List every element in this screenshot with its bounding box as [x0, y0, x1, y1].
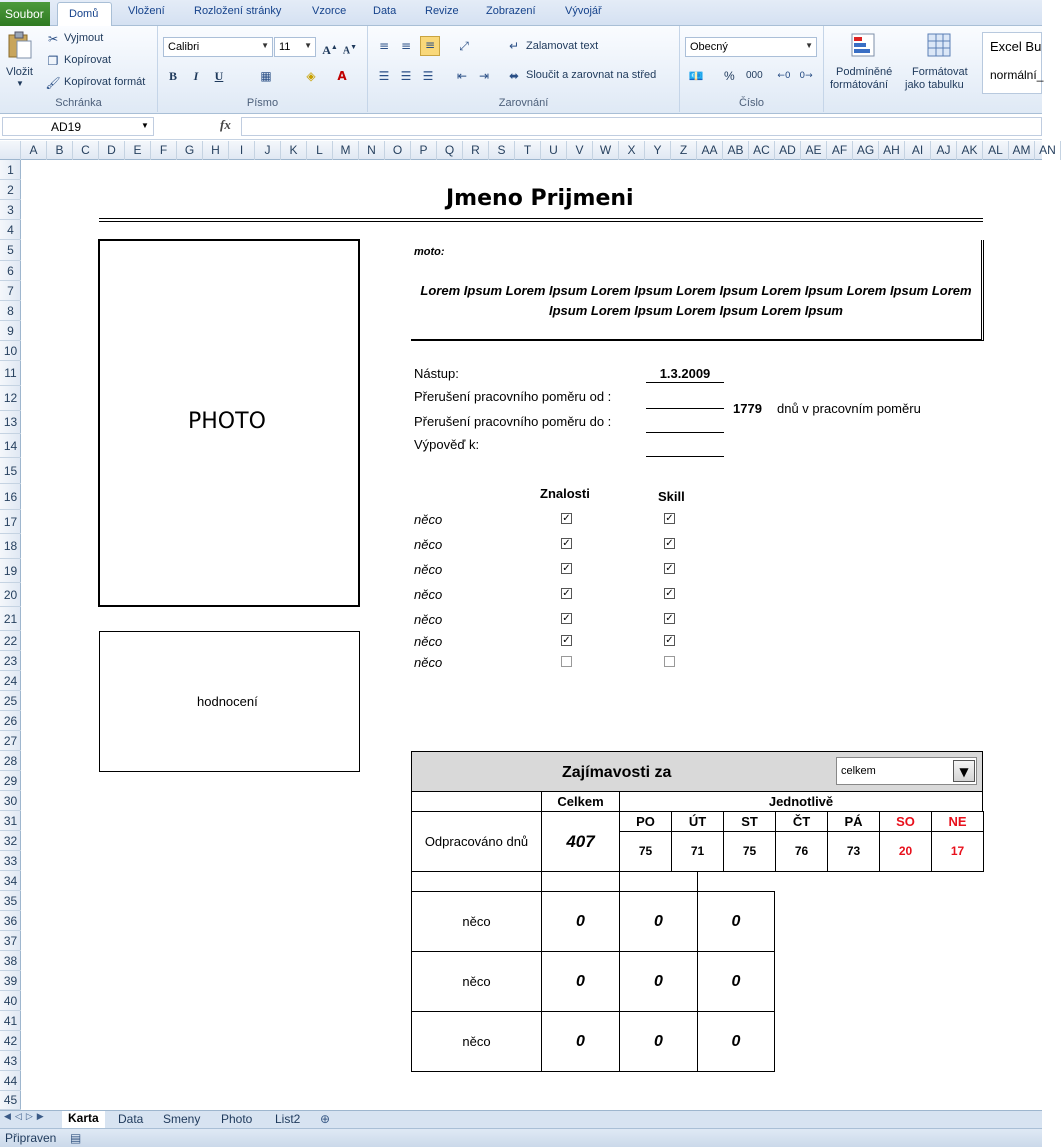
wrap-text-icon[interactable]: ↵: [508, 39, 520, 53]
row-header[interactable]: 7: [0, 281, 21, 301]
row-header[interactable]: 5: [0, 240, 21, 261]
weekday-header: NE: [931, 811, 984, 832]
weekday-value: 76: [775, 831, 828, 872]
knowledge-checkbox[interactable]: ✓: [562, 513, 571, 524]
photo-frame[interactable]: [98, 239, 360, 607]
tab-view[interactable]: Zobrazení: [486, 5, 536, 17]
tab-review[interactable]: Revize: [425, 5, 459, 17]
row-header[interactable]: 18: [0, 534, 21, 559]
column-header[interactable]: AJ: [931, 141, 957, 160]
underline-button[interactable]: U: [214, 69, 224, 83]
font-name-select[interactable]: [163, 37, 273, 57]
conditional-formatting-label-1[interactable]: Podmíněné: [836, 66, 893, 78]
row-header[interactable]: 21: [0, 607, 21, 631]
column-header[interactable]: T: [515, 141, 541, 160]
column-header[interactable]: S: [489, 141, 515, 160]
stats-row-value: 0: [619, 891, 698, 952]
page-title: Jmeno Prijmeni: [446, 186, 634, 211]
row-header[interactable]: 35: [0, 891, 21, 911]
stats-period-dropdown[interactable]: [836, 757, 977, 785]
ribbon-tab-bar: [0, 0, 1042, 26]
notice-label: Výpověď k:: [414, 437, 480, 452]
sheet-tab[interactable]: Karta: [62, 1111, 105, 1128]
moto-text-line-2: Ipsum Lorem Ipsum Lorem Ipsum Lorem Ipsum: [549, 303, 843, 318]
column-header[interactable]: Q: [437, 141, 463, 160]
merge-center-icon[interactable]: ⬌: [508, 69, 520, 83]
weekday-header: ČT: [775, 811, 828, 832]
thousands-button[interactable]: 000: [746, 70, 763, 81]
start-label: Nástup:: [414, 366, 459, 381]
paste-button[interactable]: Vložit: [6, 66, 33, 78]
column-headers: [0, 141, 1056, 160]
moto-text-line-1: Lorem Ipsum Lorem Ipsum Lorem Ipsum Lorem Ipsum Lorem Ipsum Lorem Ipsum Lorem: [420, 283, 972, 298]
alignment-group: [368, 26, 680, 112]
row-header[interactable]: 13: [0, 411, 21, 434]
row-header[interactable]: 11: [0, 361, 21, 386]
row-header[interactable]: 1: [0, 160, 21, 180]
row-header[interactable]: 38: [0, 951, 21, 971]
column-header[interactable]: AN: [1035, 141, 1061, 160]
skill-name: něco: [414, 612, 443, 627]
weekday-header: PO: [619, 811, 672, 832]
new-sheet-icon[interactable]: ⊕: [320, 1112, 331, 1126]
skill-name: něco: [414, 562, 443, 577]
format-painter-button[interactable]: Kopírovat formát: [64, 76, 146, 88]
tab-developer[interactable]: Vývojář: [565, 5, 602, 17]
row-header[interactable]: 19: [0, 559, 21, 583]
alignment-group-label: Zarovnání: [498, 97, 549, 109]
number-format-select[interactable]: [685, 37, 817, 57]
stats-header: [411, 751, 983, 792]
align-center-icon[interactable]: ☰: [400, 69, 412, 83]
style-normal[interactable]: normální_: [990, 68, 1044, 82]
select-all-corner[interactable]: [0, 141, 21, 160]
days-employed-label: dnů v pracovním poměru: [777, 401, 921, 416]
font-size-value: 11: [279, 41, 291, 53]
increase-indent-icon[interactable]: ⇥: [478, 69, 490, 83]
row-header[interactable]: 31: [0, 811, 21, 831]
wrap-text-button[interactable]: Zalamovat text: [526, 40, 599, 52]
format-painter-icon[interactable]: 🖌: [45, 76, 61, 90]
column-header[interactable]: AC: [749, 141, 775, 160]
stats-spacer-divider: [541, 871, 542, 892]
column-header[interactable]: AF: [827, 141, 853, 160]
column-header[interactable]: B: [47, 141, 73, 160]
row-header[interactable]: 10: [0, 341, 21, 361]
skill-name: něco: [414, 537, 443, 552]
moto-label: moto:: [414, 246, 445, 258]
name-box-value: AD19: [51, 120, 82, 134]
stats-individual-header: Jednotlivě: [619, 791, 983, 812]
paste-icon[interactable]: [6, 31, 34, 61]
knowledge-checkbox[interactable]: ✓: [562, 588, 571, 599]
sheet-tab[interactable]: Photo: [221, 1112, 253, 1126]
row-header[interactable]: 2: [0, 180, 21, 200]
name-box[interactable]: [2, 117, 154, 136]
format-as-table-icon[interactable]: [926, 32, 954, 62]
style-excel-builtin[interactable]: Excel Bu: [990, 39, 1042, 54]
column-header[interactable]: AI: [905, 141, 931, 160]
sheet-tab[interactable]: Data: [118, 1112, 144, 1126]
skill-name: něco: [414, 655, 443, 670]
stats-period-value: celkem: [841, 765, 876, 777]
tab-data[interactable]: Data: [373, 5, 397, 17]
chevron-down-icon: ▼: [261, 41, 269, 50]
macro-record-icon[interactable]: ▤: [70, 1131, 82, 1145]
title-underline: [99, 218, 983, 222]
knowledge-checkbox[interactable]: ✓: [562, 613, 571, 624]
sheet-tab[interactable]: Smeny: [163, 1112, 201, 1126]
knowledge-checkbox[interactable]: ✓: [562, 635, 571, 646]
weekday-header: SO: [879, 811, 932, 832]
rating-label: hodnocení: [197, 694, 258, 709]
skill-checkbox[interactable]: ✓: [665, 588, 674, 599]
conditional-formatting-icon[interactable]: [850, 32, 878, 62]
column-header[interactable]: I: [229, 141, 255, 160]
row-header[interactable]: 28: [0, 751, 21, 771]
skill-checkbox[interactable]: ✓: [665, 513, 674, 524]
tab-page-layout[interactable]: Rozložení stránky: [194, 5, 282, 17]
row-header[interactable]: 22: [0, 631, 21, 651]
conditional-formatting-label-2[interactable]: formátování: [830, 79, 889, 91]
weekday-header: PÁ: [827, 811, 880, 832]
column-header[interactable]: H: [203, 141, 229, 160]
font-size-select[interactable]: [274, 37, 316, 57]
stats-spacer-divider: [619, 871, 620, 892]
stats-row-label: něco: [411, 1011, 542, 1072]
row-header[interactable]: 27: [0, 731, 21, 751]
column-header[interactable]: A: [21, 141, 47, 160]
ribbon: [0, 26, 1042, 114]
stats-spacer-row: [411, 871, 775, 892]
number-group: [680, 26, 824, 112]
font-group: [158, 26, 368, 112]
weekday-value: 73: [827, 831, 880, 872]
weekday-value: 75: [619, 831, 672, 872]
align-top-icon[interactable]: ≡: [378, 39, 390, 53]
shrink-font-icon[interactable]: A▼: [342, 43, 358, 57]
stats-row-value: 0: [541, 1011, 620, 1072]
column-header[interactable]: AG: [853, 141, 879, 160]
decrease-indent-icon[interactable]: ⇤: [456, 69, 468, 83]
merge-center-button[interactable]: Sloučit a zarovnat na střed: [526, 69, 657, 81]
stats-total-header: Celkem: [541, 791, 620, 812]
clipboard-group-label: Schránka: [55, 97, 102, 109]
stats-row-value: 0: [619, 1011, 698, 1072]
weekday-header: ÚT: [671, 811, 724, 832]
column-header[interactable]: AD: [775, 141, 801, 160]
row-header[interactable]: 23: [0, 651, 21, 671]
clipboard-group: [0, 26, 158, 112]
moto-box: [411, 240, 984, 341]
row-header[interactable]: 45: [0, 1091, 21, 1110]
align-left-icon[interactable]: ☰: [378, 69, 390, 83]
borders-icon[interactable]: ▦: [260, 69, 272, 83]
break-from-label: Přerušení pracovního poměru od :: [414, 389, 612, 404]
sheet-tab[interactable]: List2: [275, 1112, 301, 1126]
number-group-label: Číslo: [738, 97, 765, 109]
column-header[interactable]: J: [255, 141, 281, 160]
notice-field[interactable]: [646, 456, 724, 457]
stats-row-value: 0: [697, 951, 775, 1012]
knowledge-header: Znalosti: [540, 486, 590, 501]
row-header[interactable]: 25: [0, 691, 21, 711]
stats-row-label: něco: [411, 951, 542, 1012]
row-header[interactable]: 36: [0, 911, 21, 931]
row-header[interactable]: 34: [0, 871, 21, 891]
column-header[interactable]: Z: [671, 141, 697, 160]
row-header[interactable]: 24: [0, 671, 21, 691]
stats-title: Zajímavosti za: [562, 764, 672, 781]
row-header[interactable]: 17: [0, 510, 21, 534]
sheet-nav-arrows-icon[interactable]: ◀◁▷▶: [4, 1112, 48, 1122]
tab-home[interactable]: Domů: [57, 2, 112, 27]
column-header[interactable]: Y: [645, 141, 671, 160]
column-header[interactable]: C: [73, 141, 99, 160]
stats-row-value: 0: [541, 891, 620, 952]
row-header[interactable]: 26: [0, 711, 21, 731]
break-to-label: Přerušení pracovního poměru do :: [414, 414, 612, 429]
stats-row-value: 0: [697, 891, 775, 952]
stats-row-value: 0: [697, 1011, 775, 1072]
insert-function-button[interactable]: fx: [220, 117, 231, 132]
worked-days-total: 407: [541, 811, 620, 872]
column-header[interactable]: L: [307, 141, 333, 160]
break-to-field[interactable]: [646, 432, 724, 433]
row-header[interactable]: 30: [0, 791, 21, 811]
stats-row-value: 0: [619, 951, 698, 1012]
chevron-down-icon[interactable]: ▼: [141, 121, 149, 130]
skill-header: Skill: [658, 489, 685, 504]
sheet-tab-bar: [0, 1110, 1042, 1128]
copy-icon[interactable]: ❐: [47, 54, 59, 68]
scissors-icon[interactable]: ✂: [47, 32, 59, 46]
paste-dropdown-icon[interactable]: ▼: [16, 79, 24, 88]
font-group-label: Písmo: [246, 97, 279, 109]
cell-styles-gallery[interactable]: [982, 32, 1042, 94]
currency-icon[interactable]: 💶: [688, 69, 704, 83]
italic-button[interactable]: I: [193, 69, 199, 83]
stats-row-label: něco: [411, 891, 542, 952]
chevron-down-icon: ▼: [805, 41, 813, 50]
skill-checkbox[interactable]: ✓: [665, 538, 674, 549]
stats-spacer-divider: [697, 871, 698, 892]
row-header[interactable]: 4: [0, 220, 21, 240]
skill-checkbox[interactable]: ✓: [665, 563, 674, 574]
column-header[interactable]: AA: [697, 141, 723, 160]
row-headers: [0, 160, 21, 1110]
column-header[interactable]: F: [151, 141, 177, 160]
row-header[interactable]: 15: [0, 458, 21, 484]
skill-name: něco: [414, 512, 443, 527]
row-header[interactable]: 20: [0, 583, 21, 607]
copy-button[interactable]: Kopírovat: [64, 54, 112, 66]
tab-insert[interactable]: Vložení: [128, 5, 165, 17]
days-employed-value: 1779: [733, 401, 762, 416]
knowledge-checkbox[interactable]: [561, 656, 572, 667]
start-value[interactable]: 1.3.2009: [646, 366, 724, 383]
column-header[interactable]: AE: [801, 141, 827, 160]
format-as-table-label-1[interactable]: Formátovat: [912, 66, 968, 78]
row-header[interactable]: 40: [0, 991, 21, 1011]
tab-formulas[interactable]: Vzorce: [312, 5, 347, 17]
stats-row-value: 0: [541, 951, 620, 1012]
column-header[interactable]: E: [125, 141, 151, 160]
row-header[interactable]: 12: [0, 386, 21, 411]
percent-button[interactable]: %: [724, 69, 735, 83]
photo-placeholder: PHOTO: [188, 409, 266, 434]
tab-file[interactable]: Soubor: [0, 2, 50, 26]
format-as-table-label-2[interactable]: jako tabulku: [905, 79, 964, 91]
column-header[interactable]: R: [463, 141, 489, 160]
column-header[interactable]: U: [541, 141, 567, 160]
row-header[interactable]: 43: [0, 1051, 21, 1071]
row-header[interactable]: 9: [0, 321, 21, 341]
knowledge-checkbox[interactable]: ✓: [562, 538, 571, 549]
weekday-value: 75: [723, 831, 776, 872]
align-bottom-icon[interactable]: ≡: [420, 36, 440, 56]
align-middle-icon[interactable]: ≡: [400, 39, 412, 53]
row-header[interactable]: 16: [0, 484, 21, 510]
break-from-field[interactable]: [646, 408, 724, 409]
row-header[interactable]: 41: [0, 1011, 21, 1031]
font-name-value: Calibri: [168, 41, 200, 53]
row-header[interactable]: 42: [0, 1031, 21, 1051]
row-header[interactable]: 32: [0, 831, 21, 851]
number-format-value: Obecný: [690, 41, 728, 53]
column-header[interactable]: V: [567, 141, 593, 160]
column-header[interactable]: O: [385, 141, 411, 160]
cut-button[interactable]: Vyjmout: [64, 32, 104, 44]
skill-checkbox[interactable]: [664, 656, 675, 667]
chevron-down-icon[interactable]: ▼: [953, 760, 975, 782]
row-header[interactable]: 8: [0, 301, 21, 321]
row-header[interactable]: 14: [0, 434, 21, 458]
knowledge-checkbox[interactable]: ✓: [562, 563, 571, 574]
column-header[interactable]: P: [411, 141, 437, 160]
rating-box[interactable]: [99, 631, 360, 772]
formula-input[interactable]: [241, 117, 1042, 136]
decrease-decimal-icon[interactable]: 0→: [799, 71, 813, 81]
increase-decimal-icon[interactable]: ←0: [777, 71, 791, 81]
font-color-icon[interactable]: A: [337, 69, 347, 83]
column-header[interactable]: AK: [957, 141, 983, 160]
fill-color-icon[interactable]: ◈: [306, 69, 316, 83]
row-header[interactable]: 44: [0, 1071, 21, 1091]
align-right-icon[interactable]: ☰: [422, 69, 434, 83]
weekday-value: 20: [879, 831, 932, 872]
row-header[interactable]: 6: [0, 261, 21, 281]
row-header[interactable]: 3: [0, 200, 21, 220]
chevron-down-icon: ▼: [304, 41, 312, 50]
grow-font-icon[interactable]: A▲: [322, 43, 338, 57]
skill-name: něco: [414, 634, 443, 649]
column-header[interactable]: W: [593, 141, 619, 160]
column-header[interactable]: K: [281, 141, 307, 160]
stats-empty-header: [411, 791, 542, 812]
column-header[interactable]: N: [359, 141, 385, 160]
column-header[interactable]: G: [177, 141, 203, 160]
column-header[interactable]: AB: [723, 141, 749, 160]
column-header[interactable]: AH: [879, 141, 905, 160]
column-header[interactable]: AM: [1009, 141, 1035, 160]
column-header[interactable]: AL: [983, 141, 1009, 160]
column-header[interactable]: M: [333, 141, 359, 160]
styles-group: [824, 26, 1042, 112]
worked-days-label: Odpracováno dnů: [411, 811, 542, 872]
row-header[interactable]: 37: [0, 931, 21, 951]
skill-checkbox[interactable]: ✓: [665, 613, 674, 624]
skill-name: něco: [414, 587, 443, 602]
status-text: Připraven: [5, 1131, 57, 1145]
weekday-header: ST: [723, 811, 776, 832]
bold-button[interactable]: B: [168, 69, 177, 83]
weekday-value: 71: [671, 831, 724, 872]
status-bar: [0, 1128, 1042, 1147]
column-header[interactable]: D: [99, 141, 125, 160]
skill-checkbox[interactable]: ✓: [665, 635, 674, 646]
orientation-icon[interactable]: ⤢: [459, 39, 469, 53]
row-header[interactable]: 33: [0, 851, 21, 871]
column-header[interactable]: X: [619, 141, 645, 160]
row-header[interactable]: 39: [0, 971, 21, 991]
weekday-value: 17: [931, 831, 984, 872]
row-header[interactable]: 29: [0, 771, 21, 791]
